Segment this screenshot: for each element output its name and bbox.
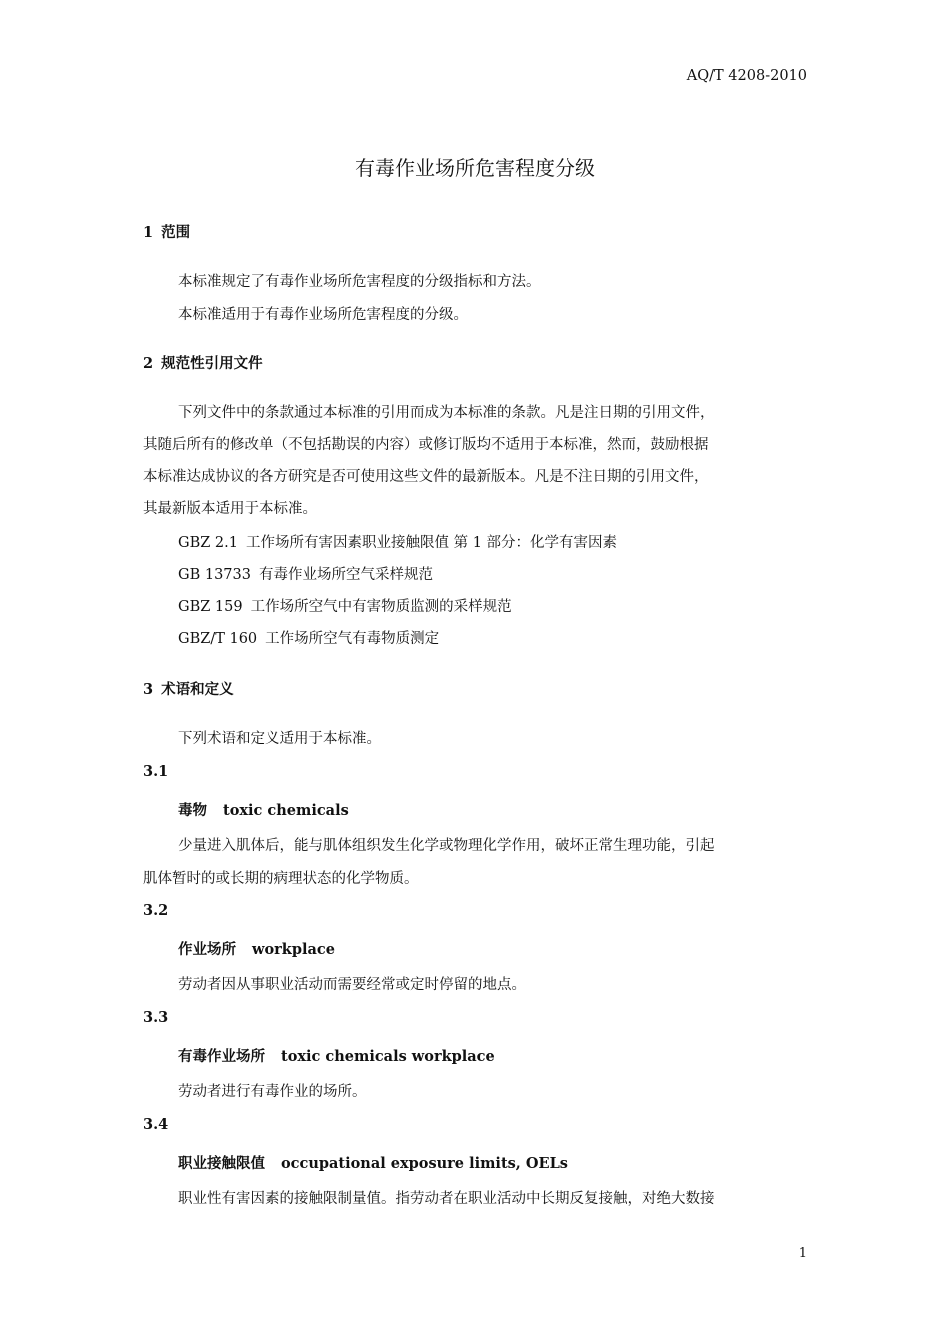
definition-line: 肌体暂时的或长期的病理状态的化学物质。: [143, 871, 419, 887]
definition-line: 少量进入肌体后，能与肌体组织发生化学或物理化学作用，破坏正常生理功能，引起: [178, 838, 715, 854]
section-1-heading: [143, 221, 190, 242]
reference-item: [178, 531, 617, 552]
section-2-heading: [143, 352, 263, 373]
reference-code: GBZ/T 160: [178, 631, 258, 647]
term-en: workplace: [252, 941, 335, 958]
subsection-number: 3.4: [143, 1116, 169, 1133]
term-zh: 有毒作业场所: [178, 1048, 265, 1065]
paragraph-line: 其随后所有的修改单（不包括勘误的内容）或修订版均不适用于本标准，然而，鼓励根据: [143, 437, 709, 453]
reference-item: [178, 627, 439, 648]
term-en: toxic chemicals: [223, 802, 349, 819]
reference-item: [178, 595, 512, 616]
paragraph-line: 其最新版本适用于本标准。: [143, 501, 317, 517]
term-en: occupational exposure limits, OELs: [281, 1155, 568, 1172]
term-en: toxic chemicals workplace: [281, 1048, 495, 1065]
term-heading: [178, 1152, 568, 1173]
reference-title: 工作场所空气有毒物质测定: [265, 631, 440, 647]
section-number: 3: [143, 681, 154, 698]
paragraph-line: 下列文件中的条款通过本标准的引用而成为本标准的条款。凡是注日期的引用文件，: [178, 405, 715, 421]
reference-code: GBZ 2.1: [178, 535, 238, 551]
term-zh: 职业接触限值: [178, 1155, 265, 1172]
reference-code: GBZ 159: [178, 599, 243, 615]
paragraph: 下列术语和定义适用于本标准。: [178, 731, 381, 747]
definition-line: 劳动者进行有毒作业的场所。: [178, 1084, 367, 1100]
term-heading: [178, 799, 349, 820]
reference-title: 有毒作业场所空气采样规范: [258, 567, 433, 583]
section-title: 术语和定义: [161, 681, 234, 698]
reference-code: GB 13733: [178, 567, 251, 583]
term-zh: 作业场所: [178, 941, 236, 958]
subsection-number: 3.2: [143, 902, 169, 919]
standard-code: AQ/T 4208-2010: [686, 68, 807, 84]
term-heading: [178, 1045, 495, 1066]
paragraph: 本标准适用于有毒作业场所危害程度的分级。: [178, 307, 468, 323]
paragraph: 本标准规定了有毒作业场所危害程度的分级指标和方法。: [178, 274, 541, 290]
subsection-number: 3.3: [143, 1009, 169, 1026]
document-title: 有毒作业场所危害程度分级: [355, 156, 595, 180]
term-heading: [178, 938, 335, 959]
reference-title: 工作场所空气中有害物质监测的采样规范: [250, 599, 512, 615]
section-number: 1: [143, 224, 154, 241]
section-title: 规范性引用文件: [161, 355, 263, 372]
page-number: 1: [798, 1246, 807, 1261]
paragraph-line: 本标准达成协议的各方研究是否可使用这些文件的最新版本。凡是不注日期的引用文件，: [143, 469, 709, 485]
reference-title: 工作场所有害因素职业接触限值 第 1 部分：化学有害因素: [245, 535, 618, 551]
term-zh: 毒物: [178, 802, 207, 819]
subsection-number: 3.1: [143, 763, 169, 780]
section-3-heading: [143, 678, 234, 699]
section-title: 范围: [161, 224, 191, 241]
section-number: 2: [143, 355, 154, 372]
definition-line: 职业性有害因素的接触限制量值。指劳动者在职业活动中长期反复接触，对绝大数接: [178, 1191, 715, 1207]
definition-line: 劳动者因从事职业活动而需要经常或定时停留的地点。: [178, 977, 526, 993]
reference-item: [178, 563, 433, 584]
